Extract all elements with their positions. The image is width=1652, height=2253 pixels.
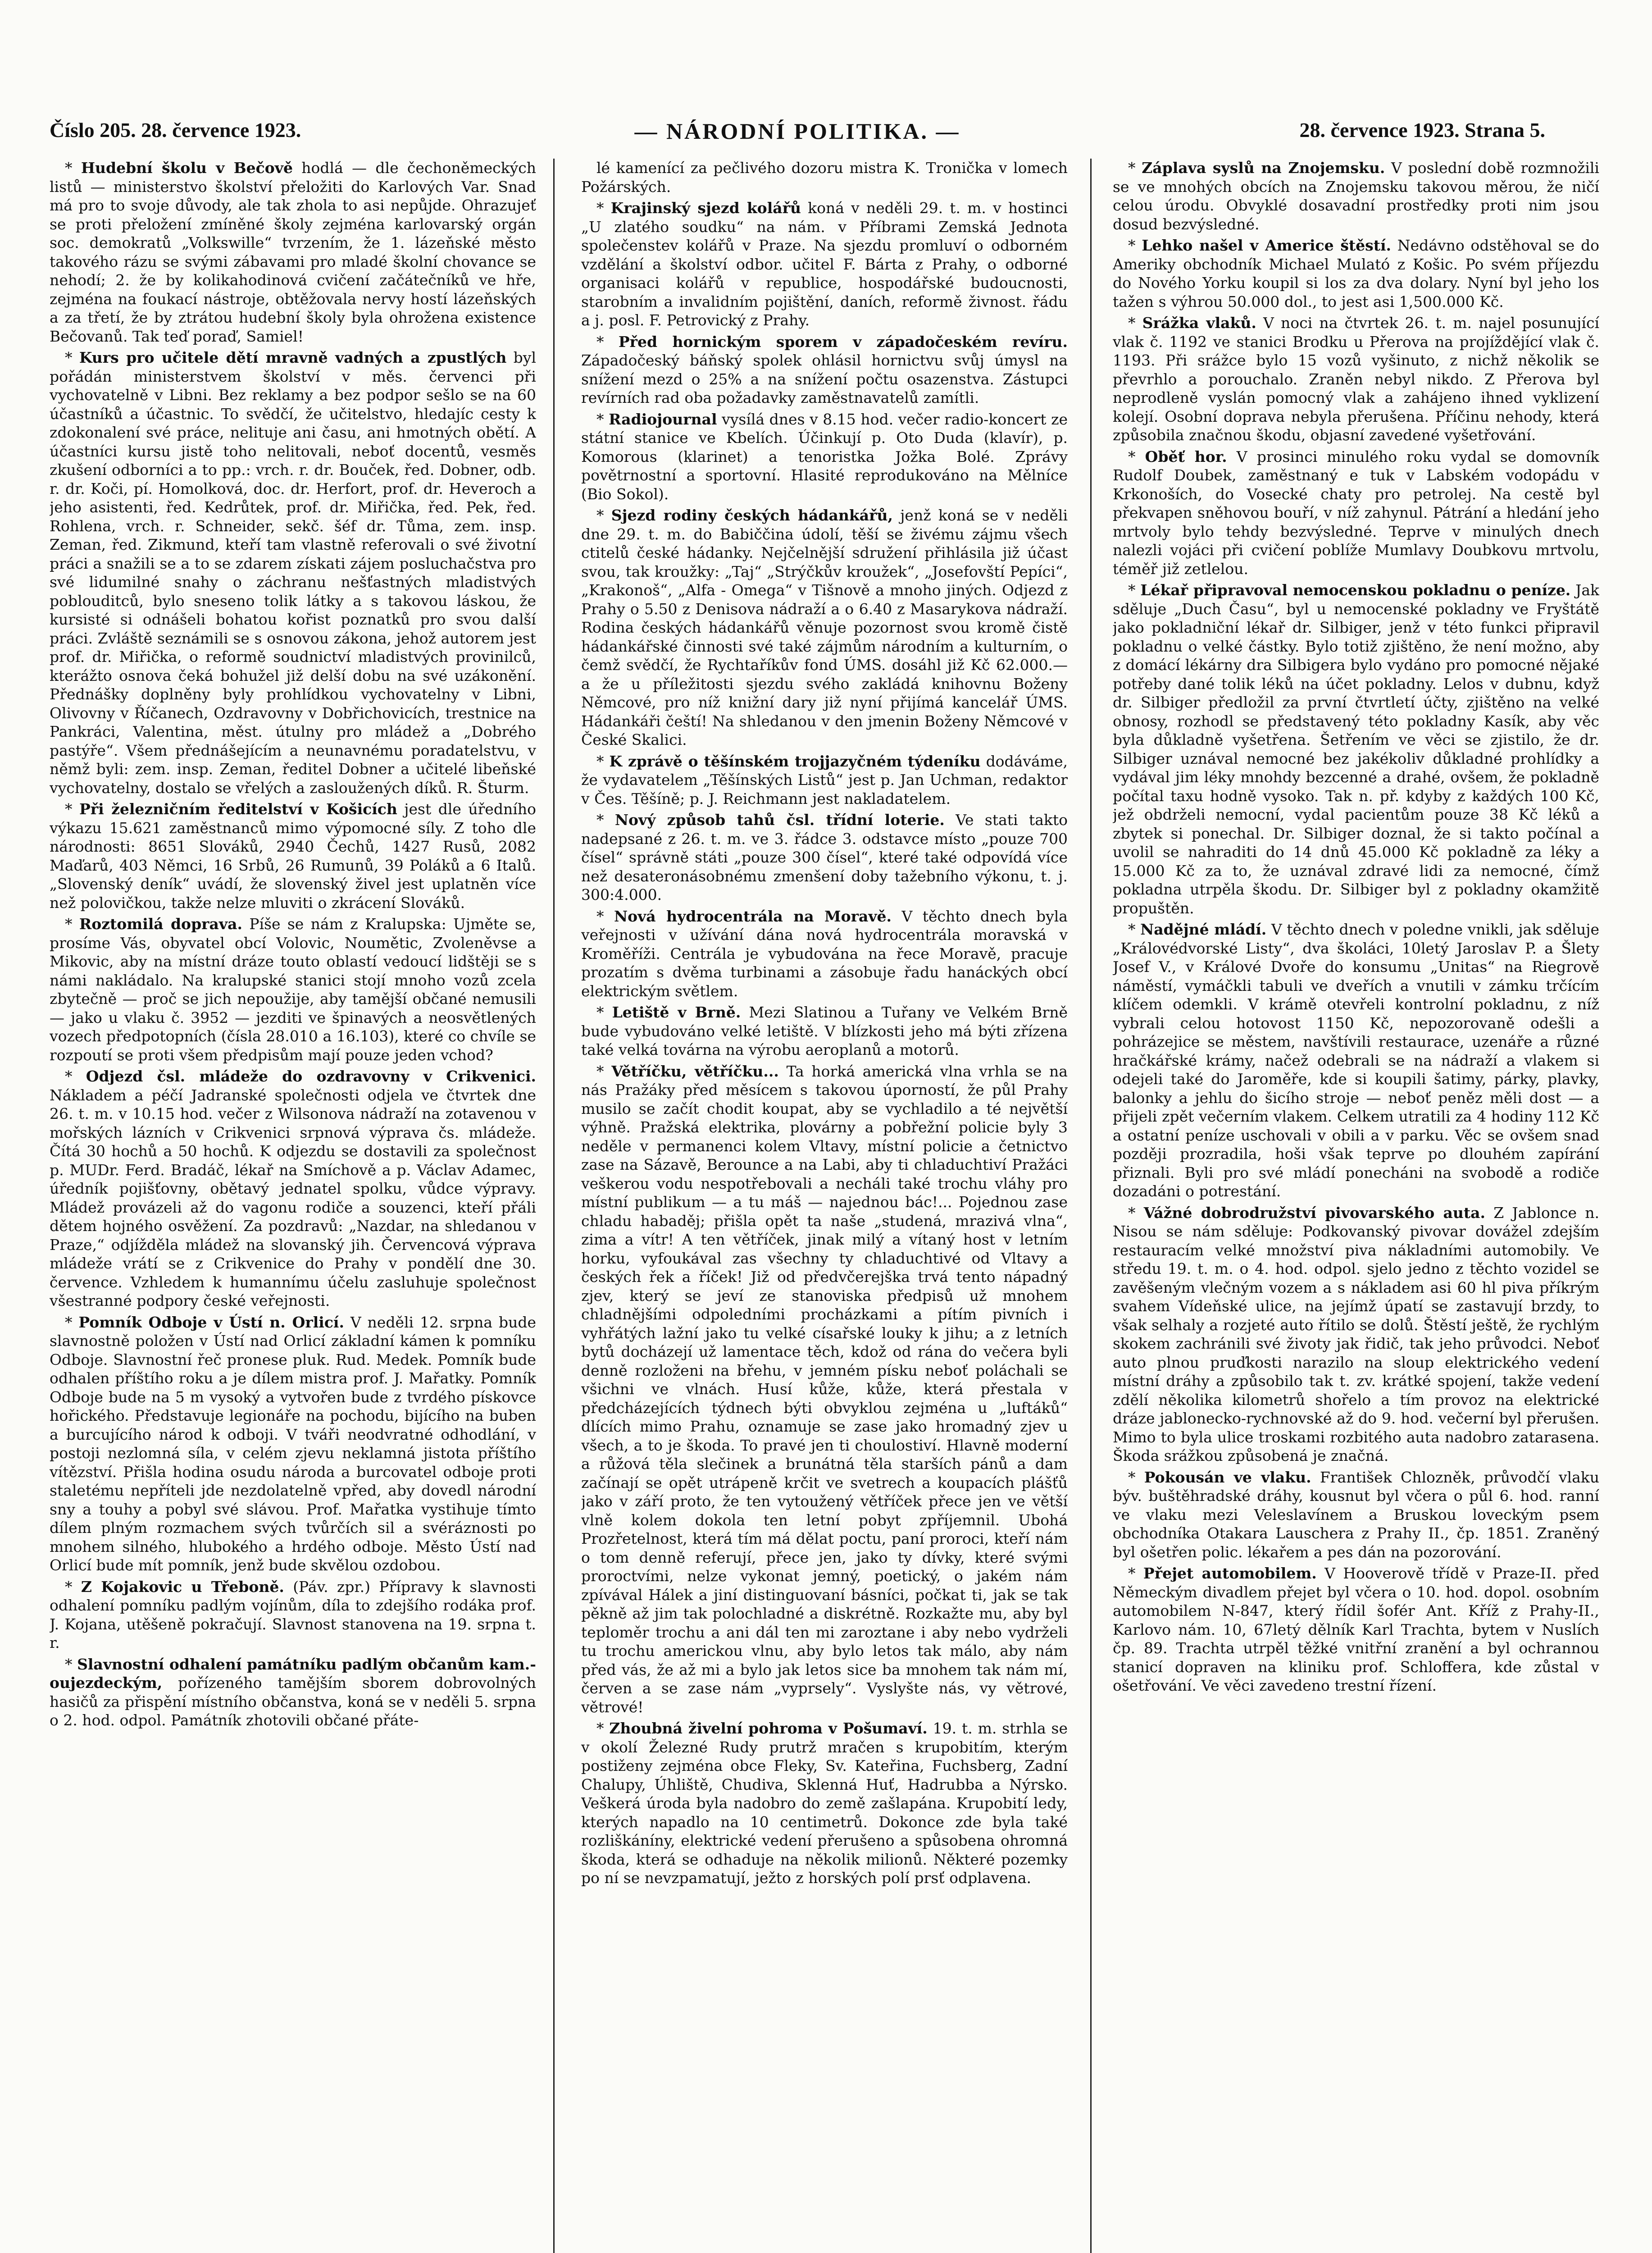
article-text: V poslední době rozmnožili se ve mnohých obcích na Znojemsku takovou měrou, že ničí celou úrodu. Obvyklé dosavadní prostředky proti nim jsou dosud bezvýsledné. [1113,159,1599,233]
article: * Větříčku, větříčku... Ta horká americká vlna vrhla se na nás Pražáky před měsícem s takovou úporností, že půl Prahy musilo se začít chodit koupat, aby se vychladilo a té největší výhně. Pražská elektrika, plovárny a pobřežní policie byly 3 neděle v permanenci kolem Vltavy, místní policie a četnictvo zase na Sázavě, Berounce a na Labi, aby ti chladuchtiví Pražáci veškerou vodu nespotřebovali a necháli také trochu vláhy pro místní publikum — a tu máš — najednou bác!... Pojednou zase chladu habaděj; přišla opět ta naše „studená, mrazivá vlna“, zima a vítr! A ten větříček, jinak milý a vítaný host v letním horku, vyfoukával zas všechny ty chladuchtivé od Vltavy a českých řek a říček! Již od předvčerejška trvá tento nápadný zjev, který se jeví ze stanoviska předpisů už mnohem chladnějšími odpoledními procházkami a pítím pivních i vyhřátých lažní jako tu velké císařské louky k jihu; a z letních bytů docházejí už lamentace těch, kdož od rána do večera byli denně rozloženi na břehu, v jemném písku neboť poláchali se všichni ve vlnách. Husí kůže, kůže, která přestala v předcházejících týdnech býti obvyklou zejména u „luftáků“ dlících mimo Prahu, oznamuje se zase jako hromadný zjev u všech, a to je škoda. To pravé jen ti choulostiví. Hlavně moderní a růžová těla slečinek a brunátná těla starších pánů a dam začínají se opět utrápeně krčit ve svetrech a koupacích plášťů jako v září proto, že ten vytoužený větříček přece jen ve větší vlně kolem dokola ten letní pobyt zpříjemnil. Ubohá Prozřetelnost, která tím má dělat poctu, paní proroci, kteří nám o tom denně referují, přece jen, jako ty dívky, které svými proroctvími, nelze vykonat jemný, poetický, o jakém nám zpívával Hálek a jiní distinguovaní básníci, počkat ti, jak se tak pěkně až jim tak polochladné a diskrétně. Rozkažte mu, aby byl teploměr trochu a ani dál ten mi zaroztane i aby nebo vydrželi tu trochu americkou vlnu, aby bylo letos tak málo, aby nám před vás, že až mi a bylo jak letos sice ba mnohem tak nám mí, červen a se zase nám „vyprsely“. Vyslyšte nás, vy větrové, větrové! [581,1062,1068,1716]
article-headline: Nová hydrocentrála na Moravě. [614,907,892,925]
article-headline: Odjezd čsl. mládeže do ozdravovny v Crikvenici. [86,1067,536,1085]
article: * Slavnostní odhalení památníku padlým občanům kam.-oujezdeckým, pořízeného tamějším sborem dobrovolných hasičů za přispění místního občanstva, koná se v neděli 5. srpna o 2. hod. odpol. Památník zhotovili občané přáte- [50,1655,536,1729]
article-text: dodáváme, že vydavatelem „Těšínských Listů“ jest p. Jan Uchman, redaktor v Čes. Těšíně; p. J. Reichmann jest nakladatelem. [581,752,1068,807]
article-text: hodlá — dle čechoněmeckých listů — ministerstvo školství přeložiti do Karlových Var. Snad má pro to svoje důvody, ale tak zhola to asi nepůjde. Ohrazujeť se proti přeložení zmíněné školy zejména karlovarský orgán soc. demokratů „Volkswille“ tvrzením, že 1. lázeňské město takového rázu se svými zábavami pro mladé školní chovance se nehodí; 2. že by kolikahodinová cvičení začátečníků ve hře, zejména na foukací nástroje, obtěžovala nervy hostí lázeňských a za třetí, že by ztrátou hudební školy byla ohrožena existence Bečovanů. Tak teď poraď, Samiel! [50,159,536,345]
article-text: 19. t. m. strhla se v okolí Železné Rudy prutrž mračen s krupobitím, kterým postiženy zejména obce Fleky, Sv. Kateřina, Fuchsberg, Zadní Chalupy, Úhliště, Chudiva, Sklenná Huť, Hadrubba a Nýrsko. Veškerá úroda byla nadobro do země zašlapána. Krupobití ledy, kterých napadlo na 10 centimetrů. Dokonce zde byla také rozliškáníny, elektrické vedení přerušeno a spůsobena ohromná škoda, která se odhaduje na několik milionů. Některé pozemky po ní se nevzpamatují, ježto z horských polí prsť odplavena. [581,1719,1068,1887]
article-text: V prosinci minulého roku vydal se domovník Rudolf Doubek, zaměstnaný e tuk v Labském vodopádu v Krkonoších, do Vosecké chaty pro petrolej. Na cestě byl překvapen sněhovou bouří, v níž zahynul. Pátrání a hledání jeho mrtvoly bylo tehdy bezvýsledné. Teprve v minulých dnech nalezli vojáci při cvičení poblíže Mumlavy Doubkovu mrtvolu, téměř již zetlelou. [1113,447,1599,578]
article: * Před hornickým sporem v západočeském revíru. Západočeský báňský spolek ohlásil hornictvu svůj úmysl na snížení mezd o 25% a na snížení počtu osazenstva. Zástupci revírních rad oba požadavky zaměstnavatelů zamítli. [581,333,1068,406]
column-divider [553,159,555,2253]
article-text: V těchto dnech v poledne vnikli, jak sděluje „Královédvorské Listy“, dva školáci, 10letý Jaroslav P. a Šlety Josef V., v Králové Dvoře do konsumu „Unitas“ na Riegrově náměstí, vymáčkli tabuli ve dveřích a vnutili v zámku trčícím klíčem odemkli. V krámě otevřeli kontrolní pokladnu, z níž vybrali celou hotovost 1150 Kč, nepozorovaně odešli a pohrázejice se městem, navštívili restaurace, uzenáře a různé hračkářské krámy, načež odebrali se na nádraží a vlakem si odejeli také do Jaroměře, kde si koupili šatimy, párky, plavky, balonky a jehlu do šicího stroje — neboť peněz měli dost — a přijeli zpět večerním vlakem. Celkem utratili za 4 hodiny 112 Kč a ostatní peníze uschovali v obili a v parku. Věc se ovšem snad později prozradila, hoši však teprve po dlouhém zapírání přiznali. Byli pro své mládí ponecháni na svobodě a rodiče dozadáni o potrestání. [1113,921,1599,1200]
article-text: (Páv. zpr.) Přípravy k slavnosti odhalení pomníku padlým vojínům, díla to zdejšího rodáka prof. J. Kojana, utěšeně pokračují. Slavnost stanovena na 19. srpna t. r. [50,1578,536,1651]
article: * Nový způsob tahů čsl. třídní loterie. Ve stati takto nadepsané z 26. t. m. ve 3. řádce 3. odstavce místo „pouze 700 čísel“ správně státi „pouze 300 čísel“, které také odpovídá více než desateronásobnému zmenšení doby tažebního výkonu, t. j. 300:4.000. [581,811,1068,903]
article-headline: Lékař připravoval nemocenskou pokladnu o peníze. [1140,581,1571,599]
article-text: Mezi Slatinou a Tuřany ve Velkém Brně bude vybudováno velké letiště. V blízkosti jeho má býti zřízena také velká továrna na výrobu aeroplanů a motorů. [581,1003,1068,1058]
article: * Z Kojakovic u Třeboně. (Páv. zpr.) Přípravy k slavnosti odhalení pomníku padlým vojínům, díla to zdejšího rodáka prof. J. Kojana, utěšeně pokračují. Slavnost stanovena na 19. srpna t. r. [50,1578,536,1651]
article: * Radiojournal vysílá dnes v 8.15 hod. večer radio-koncert ze státní stanice ve Kbelích. Účinkují p. Oto Duda (klavír), p. Komorous (klarinet) a tenoristka Jožka Bolé. Zprávy povětrnostní a sportovní. Hlasité reprodukováno na Mělníce (Bio Sokol). [581,410,1068,503]
article: * Zhoubná živelní pohroma v Pošumaví. 19. t. m. strhla se v okolí Železné Rudy prutrž mračen s krupobitím, kterým postiženy zejména obce Fleky, Sv. Kateřina, Fuchsberg, Zadní Chalupy, Úhliště, Chudiva, Sklenná Huť, Hadrubba a Nýrsko. Veškerá úroda byla nadobro do země zašlapána. Krupobití ledy, kterých napadlo na 10 centimetrů. Dokonce zde byla také rozliškáníny, elektrické vedení přerušeno a spůsobena ohromná škoda, která se odhaduje na několik milionů. Některé pozemky po ní se nevzpamatují, ježto z horských polí prsť odplavena. [581,1719,1068,1887]
article-text: Píše se nám z Kralupska: Ujměte se, prosíme Vás, obyvatel obcí Volovic, Noumětic, Zvoleněvse a Mikovic, aby na místní dráze touto oblastí vedoucí lidštěji se s námi nakládalo. Na kralupské stanici stojí mnoho vozů zcela zbytečně — proč se jich nepoužije, aby tamější občané nemusili — jako u vlaku č. 3952 — jezditi ve špinavých a neosvětlených vozech předpotopních (čísla 28.010 a 16.103), které co chvíle se rozpoutí se proti všem předpisům mají pouze jeden vchod? [50,915,536,1064]
article-text: koná v neděli 29. t. m. v hostinci „U zlatého soudku“ na nám. v Příbrami Zemská Jednota společenstev kolářů v Praze. Na sjezdu promluví o odborném vzdělání a školství odbor. učitel F. Bárta z Prahy, o odborné organisaci kolářů v republice, hospodářské budoucnosti, starobním a invalidním pojištění, daních, reformě živnost. řádu a j. posl. F. Petrovický z Prahy. [581,199,1068,329]
article-headline: Roztomilá doprava. [79,915,242,933]
article-text: Jak sděluje „Duch Času“, byl u nemocenské pokladny ve Fryštátě jako pokladniční lékař dr. Silbiger, jenž v této funkci připravil pokladnu o velké částky. Bylo totiž zjištěno, že není možno, aby z domácí lékárny dra Silbigera bylo vydáno pro pomocné nějaké potřeby dané tolik léků na účet pokladny. Lelos v dubnu, když dr. Silbiger předložil za první čtvrtletí účty, zjištěno na velké obnosy, rozhodl se představený této pokladny Kasík, aby věc byla důkladně vyšetřena. Šetřením ve věci se zjistilo, že dr. Silbiger uznával nemocné bez jakékoliv důkladné prohlídky a vydával jim léky mnohdy bezcenné a drahé, ovšem, že pokladně počítal taxu hodně vysoko. Tak n. př. kdyby z každých 100 Kč, jež obdrželi nemocní, vydal pacientům pouze 38 Kč léků a zbytek si ponechal. Dr. Silbiger doznal, že si takto počínal a uvolil se nahraditi do 14 dnů 45.000 Kč pokladně za léky a 15.000 Kč za to, že uznával zdravé lidi za nemocné, čímž pokladna utrpěla škodu. Dr. Silbiger byl z pokladny okamžitě propuštěn. [1113,581,1599,917]
article-text: Ta horká americká vlna vrhla se na nás Pražáky před měsícem s takovou úporností, že půl Prahy musilo se začít chodit koupat, aby se vychladilo a té největší výhně. Pražská elektrika, plovárny a pobřežní policie byly 3 neděle v permanenci kolem Vltavy, místní policie a četnictvo zase na Sázavě, Berounce a na Labi, aby ti chladuchtiví Pražáci veškerou vodu nespotřebovali a necháli také trochu vláhy pro místní publikum — a tu máš — najednou bác!... Pojednou zase chladu habaděj; přišla opět ta naše „studená, mrazivá vlna“, zima a vítr! A ten větříček, jinak milý a vítaný host v letním horku, vyfoukával zas všechny ty chladuchtivé od Vltavy a českých řek a říček! Již od předvčerejška trvá tento nápadný zjev, který se jeví ze stanoviska předpisů už mnohem chladnějšími odpoledními procházkami a pítím pivních i vyhřátých lažní jako tu velké císařské louky k jihu; a z letních bytů docházejí už lamentace těch, kdož od rána do večera byli denně rozloženi na břehu, v jemném písku neboť poláchali se všichni ve vlnách. Husí kůže, kůže, která přestala v předcházejících týdnech býti obvyklou zejména u „luftáků“ dlících mimo Prahu, oznamuje se zase jako hromadný zjev u všech, a to je škoda. To pravé jen ti choulostiví. Hlavně moderní a růžová těla slečinek a brunátná těla starších pánů a dam začínají se opět utrápeně krčit ve svetrech a koupacích plášťů jako v září proto, že ten vytoužený větříček přece jen ve větší vlně kolem dokola ten letní pobyt zpříjemnil. Ubohá Prozřetelnost, která tím má dělat poctu, paní proroci, kteří nám o tom denně referují, přece jen, jako ty dívky, které svými proroctvími, nelze vykonat jemný, poetický, o jakém nám zpívával Hálek a jiní distinguovaní básníci, počkat ti, jak se tak pěkně až jim tak polochladné a diskrétně. Rozkažte mu, aby byl teploměr trochu a ani dál ten mi zaroztane i aby nebo vydrželi tu trochu americkou vlnu, aby bylo letos tak málo, aby nám před vás, že až mi a bylo jak letos sice ba mnohem tak nám mí, červen a se zase nám „vyprsely“. Vyslyšte nás, vy větrové, větrové! [581,1062,1068,1716]
article: * Nadějné mládí. V těchto dnech v poledne vnikli, jak sděluje „Královédvorské Listy“, dva školáci, 10letý Jaroslav P. a Šlety Josef V., v Králové Dvoře do konsumu „Unitas“ na Riegrově náměstí, vymáčkli tabuli ve dveřích a vnutili v zámku trčícím klíčem odemkli. V krámě otevřeli kontrolní pokladnu, z níž vybrali celou hotovost 1150 Kč, nepozorovaně odešli a pohrázejice se městem, navštívili restaurace, uzenáře a různé hračkářské krámy, načež odebrali se na nádraží a vlakem si odejeli také do Jaroměře, kde si koupili šatimy, párky, plavky, balonky a jehlu do šicího stroje — neboť peněz měli dost — a přijeli zpět večerním vlakem. Celkem utratili za 4 hodiny 112 Kč a ostatní peníze uschovali v obili a v parku. Věc se ovšem snad později prozradila, hoši však teprve po dlouhém zapírání přiznali. Byli pro své mládí ponecháni na svobodě a rodiče dozadáni o potrestání. [1113,921,1599,1200]
article: * Roztomilá doprava. Píše se nám z Kralupska: Ujměte se, prosíme Vás, obyvatel obcí Volovic, Noumětic, Zvoleněvse a Mikovic, aby na místní dráze touto oblastí vedoucí lidštěji se s námi nakládalo. Na kralupské stanici stojí mnoho vozů zcela zbytečně — proč se jich nepoužije, aby tamější občané nemusili — jako u vlaku č. 3952 — jezditi ve špinavých a neosvětlených vozech předpotopních (čísla 28.010 a 16.103), které co chvíle se rozpoutí se proti všem předpisům mají pouze jeden vchod? [50,915,536,1064]
article: * Lékař připravoval nemocenskou pokladnu o peníze. Jak sděluje „Duch Času“, byl u nemocenské pokladny ve Fryštátě jako pokladniční lékař dr. Silbiger, jenž v této funkci připravil pokladnu o velké částky. Bylo totiž zjištěno, že není možno, aby z domácí lékárny dra Silbigera bylo vydáno pro pomocné nějaké potřeby dané tolik léků na účet pokladny. Lelos v dubnu, když dr. Silbiger předložil za první čtvrtletí účty, zjištěno na velké obnosy, rozhodl se představený této pokladny Kasík, aby věc byla důkladně vyšetřena. Šetřením ve věci se zjistilo, že dr. Silbiger uznával nemocné bez jakékoliv důkladné prohlídky a vydával jim léky mnohdy bezcenné a drahé, ovšem, že pokladně počítal taxu hodně vysoko. Tak n. př. kdyby z každých 100 Kč, jež obdrželi nemocní, vydal pacientům pouze 38 Kč léků a zbytek si ponechal. Dr. Silbiger doznal, že si takto počínal a uvolil se nahraditi do 14 dnů 45.000 Kč pokladně za léky a 15.000 Kč za to, že uznával zdravé lidi za nemocné, čímž pokladna utrpěla škodu. Dr. Silbiger byl z pokladny okamžitě propuštěn. [1113,581,1599,917]
article-headline: Srážka vlaků. [1142,314,1256,332]
article-headline: Vážné dobrodružství pivovarského auta. [1143,1204,1485,1222]
issue-number-date: Číslo 205. 28. července 1923. [50,119,301,141]
article-headline: Nadějné mládí. [1140,921,1267,938]
article: * Hudební školu v Bečově hodlá — dle čechoněmeckých listů — ministerstvo školství přeložiti do Karlových Var. Snad má pro to svoje důvody, ale tak zhola to asi nepůjde. Ohrazujeť se proti přeložení zmíněné školy zejména karlovarský orgán soc. demokratů „Volkswille“ tvrzením, že 1. lázeňské město takového rázu se svými zábavami pro mladé školní chovance se nehodí; 2. že by kolikahodinová cvičení začátečníků ve hře, zejména na foukací nástroje, obtěžovala nervy hostí lázeňských a za třetí, že by ztrátou hudební školy byla ohrožena existence Bečovanů. Tak teď poraď, Samiel! [50,159,536,345]
article: * Krajinský sjezd kolářů koná v neděli 29. t. m. v hostinci „U zlatého soudku“ na nám. v Příbrami Zemská Jednota společenstev kolářů v Praze. Na sjezdu promluví o odborném vzdělání a školství odbor. učitel F. Bárta z Prahy, o odborné organisaci kolářů v republice, hospodářské budoucnosti, starobním a invalidním pojištění, daních, reformě živnost. řádu a j. posl. F. Petrovický z Prahy. [581,199,1068,329]
article-text: pořízeného tamějším sborem dobrovolných hasičů za přispění místního občanstva, koná se v neděli 5. srpna o 2. hod. odpol. Památník zhotovili občané přáte- [50,1674,536,1729]
article-text: Západočeský báňský spolek ohlásil hornictvu svůj úmysl na snížení mezd o 25% a na snížení počtu osazenstva. Zástupci revírních rad oba požadavky zaměstnavatelů zamítli. [581,351,1068,406]
date-page-number: 28. července 1923. Strana 5. [1299,119,1545,141]
article: * Oběť hor. V prosinci minulého roku vydal se domovník Rudolf Doubek, zaměstnaný e tuk v Labském vodopádu v Krkonoších, do Vosecké chaty pro petrolej. Na cestě byl překvapen sněhovou bouří, v níž zahynul. Pátrání a hledání jeho mrtvoly bylo tehdy bezvýsledné. Teprve v minulých dnech nalezli vojáci při cvičení poblíže Mumlavy Doubkovu mrtvolu, téměř již zetlelou. [1113,447,1599,578]
article-text: Nedávno odstěhoval se do Ameriky obchodník Michael Mulató z Košic. Po svém příjezdu do Nového Yorku koupil si los za dva dolary. Nyní byl jeho los tažen s výhrou 50.000 dol., to jest asi 1,500.000 Kč. [1113,237,1599,310]
article-text: V těchto dnech byla veřejnosti v užívání dána nová hydrocentrála moravská v Kroměříži. Centrála je vybudována na řece Moravě, pracuje prozatím s dvěma turbinami a zásobuje řadu hanáckých obcí elektrickým světlem. [581,907,1068,1000]
article-headline: Z Kojakovic u Třeboně. [81,1578,284,1596]
article-text: lé kamenící za pečlivého dozoru mistra K. Tronička v lomech Požárských. [581,159,1068,196]
article-text: jest dle úředního výkazu 15.621 zaměstnanců mimo výpomocné síly. Z toho dle národnosti: 8651 Slováků, 2940 Čechů, 1427 Rusů, 2082 Maďarů, 403 Němci, 16 Srbů, 26 Rumunů, 39 Poláků a 6 Italů. „Slovenský deník“ uvádí, že slovenský živel jest uplatněn více než polovičkou, takže nelze mluviti o zkrácení Slováků. [50,800,536,912]
article-headline: Pomník Odboje v Ústí n. Orlicí. [78,1313,344,1331]
article-headline: Kurs pro učitele dětí mravně vadných a zpustlých [79,349,507,366]
article: * Odjezd čsl. mládeže do ozdravovny v Crikvenici. Nákladem a péčí Jadranské společnosti odjela ve čtvrtek dne 26. t. m. v 10.15 hod. večer z Wilsonova nádraží na zotavenou v mořských lázních v Crikvenici srpnová výprava čs. mládeže. Čítá 30 hochů a 50 hochů. K odjezdu se dostavili za společnost p. MUDr. Ferd. Bradáč, lékař na Smíchově a p. Václav Adamec, úředník pojišťovny, obětavý jednatel spolku, vůdce výpravy. Mládež provázeli až do vagonu rodiče a souzenci, kteří přáli dětem hojného osvěžení. Za pozdravů: „Nazdar, na shledanou v Praze,“ odjížděla mládež na slovanský jih. Červencová výprava mládeže vrátí se z Crikvenice do Prahy v pondělí dne 30. července. Vzhledem k humannímu účelu zasluhuje společnost všestranné podpory české veřejnosti. [50,1067,536,1309]
article-headline: K zprávě o těšínském trojjazyčném týdeníku [609,752,981,770]
article-headline: Letiště v Brně. [612,1003,741,1021]
article-headline: Záplava syslů na Znojemsku. [1142,159,1385,177]
article-headline: Před hornickým sporem v západočeském revíru. [618,333,1068,351]
column-divider [1090,159,1092,2253]
article-text: V Hooverově třídě v Praze-II. před Německým divadlem přejet byl včera o 10. hod. dopol. osobním automobilem N-847, který řídil šofér Ant. Kříž z Prahy-II., Karlovo nám. 10, 67letý dělník Karl Trachta, bytem v Nuslích čp. 89. Trachta utrpěl těžké vnitřní zranění a byl ochrannou stanicí dopraven na kliniku prof. Schloffera, kde zůstal v ošetřování. Ve věci zavedeno trestní řízení. [1113,1564,1599,1694]
article-text: Z Jablonce n. Nisou se nám sděluje: Podkovanský pivovar dovážel zdejším restauracím velké množství piva nákladními automobily. Ve středu 19. t. m. o 4. hod. odpol. sjelo jedno z těchto vozidel se zavěšeným vlečným vozem a s nákladem asi 60 hl piva příkrým svahem Vídeňské ulice, na jejímž úpatí se zastavují brzdy, to však selhaly a rozjeté auto řítilo se dolů. Štěstí ještě, že rychlým skokem zachránili své životy jak řidič, tak jeho průvodci. Neboť auto plnou pruďkosti narazilo na sloup elektrického vedení místní dráhy a způsobilo tak t. zv. krátké spojení, takže vedení zdělí několika kilometrů shořelo a tím provoz na elektrické dráze jablonecko-rychnovské až do 9. hod. večerní byl přerušen. Mimo to byla ulice troskami rozbitého auta nadobro zatarasena. Škoda srážkou způsobená je značná. [1113,1204,1599,1464]
article: * Nová hydrocentrála na Moravě. V těchto dnech byla veřejnosti v užívání dána nová hydrocentrála moravská v Kroměříži. Centrála je vybudována na řece Moravě, pracuje prozatím s dvěma turbinami a zásobuje řadu hanáckých obcí elektrickým světlem. [581,907,1068,1000]
article: * Při železničním ředitelství v Košicích jest dle úředního výkazu 15.621 zaměstnanců mimo výpomocné síly. Z toho dle národnosti: 8651 Slováků, 2940 Čechů, 1427 Rusů, 2082 Maďarů, 403 Němci, 16 Srbů, 26 Rumunů, 39 Poláků a 6 Italů. „Slovenský deník“ uvádí, že slovenský živel jest uplatněn více než polovičkou, takže nelze mluviti o zkrácení Slováků. [50,800,536,912]
column-3 [1113,159,1599,2253]
page-header [50,118,1545,150]
article-headline: Větříčku, větříčku... [611,1062,779,1080]
article-headline: Zhoubná živelní pohroma v Pošumaví. [609,1719,928,1737]
article-text: byl pořádán ministerstvem školství v měs. červenci při vychovatelně v Libni. Bez reklamy a bez podpor sešlo se na 60 účastníků a účastnic. To svědčí, že učitelstvo, hledajíc cesty k zdokonalení své práce, nelituje ani času, ani hmotných obětí. A účastníci kursu jistě toho nelitovali, neboť docentů, vesměs zkušení odborníci a to pp.: vrch. r. dr. Bouček, řed. Dobner, odb. r. dr. Koči, pí. Homolková, doc. dr. Herfort, prof. dr. Heveroch a jeho asistenti, řed. Kedrůtek, prof. dr. Miřička, řed. Pek, řed. Rohlena, vrch. r. Schneider, sekč. šéf dr. Tůma, zem. insp. Zeman, řed. Zikmund, kteří tam vlastně referovali o své životní práci a snažili se a to se zdarem získati zájem posluchačstva pro své lidumilné snahy o záchranu nešťastných mladistvých poblouditců, bylo sneseno tolik látky a s takovou láskou, že kursisté si odnášeli bohatou kořist poznatků pro svou další práci. Zvláště seznámili se s osnovou zákona, jehož autorem jest prof. dr. Miřička, o reformě soudnictví mladistvých provinilců, kterážto osnova čeká bohužel již delší dobu na své uzákonění. Přednášky doplněny byly prohlídkou vychovatelny v Libni, Olivovny v Říčanech, Ozdravovny v Dobřichovicích, trestnice na Pankráci, Valentina, měst. útulny pro mládež a „Dobrého pastýře“. Všem přednášejícím a neunavnému poradatelstvu, v němž byli: zem. insp. Zeman, ředitel Dobner a učitelé libeňské vychovatelny, dostalo se vřelých a zasloužených díků. R. Šturm. [50,349,536,797]
article-headline: Krajinský sjezd kolářů [610,199,801,217]
column-1 [50,159,536,2253]
article-headline: Lehko našel v Americe štěstí. [1142,237,1391,254]
article-headline: Sjezd rodiny českých hádankářů, [611,506,893,524]
article: * Letiště v Brně. Mezi Slatinou a Tuřany ve Velkém Brně bude vybudováno velké letiště. V blízkosti jeho má býti zřízena také velká továrna na výrobu aeroplanů a motorů. [581,1003,1068,1058]
article-headline: Přejet automobilem. [1143,1564,1317,1582]
article-headline: Pokousán ve vlaku. [1144,1468,1311,1486]
article-text: Ve stati takto nadepsané z 26. t. m. ve 3. řádce 3. odstavce místo „pouze 700 čísel“ správně státi „pouze 300 čísel“, které také odpovídá více než desateronásobnému zmenšení doby tažebního výkonu, t. j. 300:4.000. [581,811,1068,903]
article: * Lehko našel v Americe štěstí. Nedávno odstěhoval se do Ameriky obchodník Michael Mulató z Košic. Po svém příjezdu do Nového Yorku koupil si los za dva dolary. Nyní byl jeho los tažen s výhrou 50.000 dol., to jest asi 1,500.000 Kč. [1113,237,1599,310]
column-2 [581,159,1068,2253]
article-headline: Radiojournal [609,410,717,428]
article-headline: Při železničním ředitelství v Košicích [79,800,397,818]
article: * Vážné dobrodružství pivovarského auta. Z Jablonce n. Nisou se nám sděluje: Podkovanský pivovar dovážel zdejším restauracím velké množství piva nákladními automobily. Ve středu 19. t. m. o 4. hod. odpol. sjelo jedno z těchto vozidel se zavěšeným vlečným vozem a s nákladem asi 60 hl piva příkrým svahem Vídeňské ulice, na jejímž úpatí se zastavují brzdy, to však selhaly a rozjeté auto řítilo se dolů. Štěstí ještě, že rychlým skokem zachránili své životy jak řidič, tak jeho průvodci. Neboť auto plnou pruďkosti narazilo na sloup elektrického vedení místní dráhy a způsobilo tak t. zv. krátké spojení, takže vedení zdělí několika kilometrů shořelo a tím provoz na elektrické dráze jablonecko-rychnovské až do 9. hod. večerní byl přerušen. Mimo to byla ulice troskami rozbitého auta nadobro zatarasena. Škoda srážkou způsobená je značná. [1113,1204,1599,1464]
article-text: Nákladem a péčí Jadranské společnosti odjela ve čtvrtek dne 26. t. m. v 10.15 hod. večer z Wilsonova nádraží na zotavenou v mořských lázních v Crikvenici srpnová výprava čs. mládeže. Čítá 30 hochů a 50 hochů. K odjezdu se dostavili za společnost p. MUDr. Ferd. Bradáč, lékař na Smíchově a p. Václav Adamec, úředník pojišťovny, obětavý jednatel spolku, vůdce výpravy. Mládež provázeli až do vagonu rodiče a souzenci, kteří přáli dětem hojného osvěžení. Za pozdravů: „Nazdar, na shledanou v Praze,“ odjížděla mládež na slovanský jih. Červencová výprava mládeže vrátí se z Crikvenice do Prahy v pondělí dne 30. července. Vzhledem k humannímu účelu zasluhuje společnost všestranné podpory české veřejnosti. [50,1086,536,1309]
article-text: vysílá dnes v 8.15 hod. večer radio-koncert ze státní stanice ve Kbelích. Účinkují p. Oto Duda (klavír), p. Komorous (klarinet) a tenoristka Jožka Bolé. Zprávy povětrnostní a sportovní. Hlasité reprodukováno na Mělníce (Bio Sokol). [581,410,1068,503]
article: * Záplava syslů na Znojemsku. V poslední době rozmnožili se ve mnohých obcích na Znojemsku takovou měrou, že ničí celou úrodu. Obvyklé dosavadní prostředky proti nim jsou dosud bezvýsledné. [1113,159,1599,233]
article-text: V neděli 12. srpna bude slavnostně položen v Ústí nad Orlicí základní kámen k pomníku Odboje. Slavnostní řeč pronese pluk. Rud. Medek. Pomník bude odhalen příštího roku a je dílem mistra prof. J. Mařatky. Pomník Odboje bude na 5 m vysoký a vytvořen bude z tvrdého pískovce hořického. Představuje legionáře na pochodu, bijícího na buben a burcujícího národ k odboji. V tváři neodvratné odhodlání, v postoji nezlomná síla, v celém zjevu neklamná jistota příštího vítězství. Přišla hodina osudu národa a burcovatel odboje proti staletému nepříteli jde nezdolatelně vpřed, aby dovedl národní sny a touhy a pobyl své slávou. Prof. Mařatka vystihuje tímto dílem plným rozmachem svých tvůrčích sil a svéráznosti po mnohem silného, hlubokého a hrdého odboje. Město Ústí nad Orlicí bude mít pomník, jenž bude skvělou ozdobou. [50,1313,536,1574]
article-headline: Oběť hor. [1145,447,1227,465]
article: * Kurs pro učitele dětí mravně vadných a zpustlých byl pořádán ministerstvem školství v měs. červenci při vychovatelně v Libni. Bez reklamy a bez podpor sešlo se na 60 účastníků a účastnic. To svědčí, že učitelstvo, hledajíc cesty k zdokonalení své práce, nelituje ani času, ani hmotných obětí. A účastníci kursu jistě toho nelitovali, neboť docentů, vesměs zkušení odborníci a to pp.: vrch. r. dr. Bouček, řed. Dobner, odb. r. dr. Koči, pí. Homolková, doc. dr. Herfort, prof. dr. Heveroch a jeho asistenti, řed. Kedrůtek, prof. dr. Miřička, řed. Pek, řed. Rohlena, vrch. r. Schneider, sekč. šéf dr. Tůma, zem. insp. Zeman, řed. Zikmund, kteří tam vlastně referovali o své životní práci a snažili se a to se zdarem získati zájem posluchačstva pro své lidumilné snahy o záchranu nešťastných mladistvých poblouditců, bylo sneseno tolik látky a s takovou láskou, že kursisté si odnášeli bohatou kořist poznatků pro svou další práci. Zvláště seznámili se s osnovou zákona, jehož autorem jest prof. dr. Miřička, o reformě soudnictví mladistvých provinilců, kterážto osnova čeká bohužel již delší dobu na své uzákonění. Přednášky doplněny byly prohlídkou vychovatelny v Libni, Olivovny v Říčanech, Ozdravovny v Dobřichovicích, trestnice na Pankráci, Valentina, měst. útulny pro mládež a „Dobrého pastýře“. Všem přednášejícím a neunavnému poradatelstvu, v němž byli: zem. insp. Zeman, ředitel Dobner a učitelé libeňské vychovatelny, dostalo se vřelých a zasloužených díků. R. Šturm. [50,349,536,797]
newspaper-title: — NÁRODNÍ POLITIKA. — [634,119,960,144]
article: * Pomník Odboje v Ústí n. Orlicí. V neděli 12. srpna bude slavnostně položen v Ústí nad Orlicí základní kámen k pomníku Odboje. Slavnostní řeč pronese pluk. Rud. Medek. Pomník bude odhalen příštího roku a je dílem mistra prof. J. Mařatky. Pomník Odboje bude na 5 m vysoký a vytvořen bude z tvrdého pískovce hořického. Představuje legionáře na pochodu, bijícího na buben a burcujícího národ k odboji. V tváři neodvratné odhodlání, v postoji nezlomná síla, v celém zjevu neklamná jistota příštího vítězství. Přišla hodina osudu národa a burcovatel odboje proti staletému nepříteli jde nezdolatelně vpřed, aby dovedl národní sny a touhy a pobyl své slávou. Prof. Mařatka vystihuje tímto dílem plným rozmachem svých tvůrčích sil a svéráznosti po mnohem silného, hlubokého a hrdého odboje. Město Ústí nad Orlicí bude mít pomník, jenž bude skvělou ozdobou. [50,1313,536,1574]
article-headline: Hudební školu v Bečově [81,159,293,177]
article: * Přejet automobilem. V Hooverově třídě v Praze-II. před Německým divadlem přejet byl včera o 10. hod. dopol. osobním automobilem N-847, který řídil šofér Ant. Kříž z Prahy-II., Karlovo nám. 10, 67letý dělník Karl Trachta, bytem v Nuslích čp. 89. Trachta utrpěl těžké vnitřní zranění a byl ochrannou stanicí dopraven na kliniku prof. Schloffera, kde zůstal v ošetřování. Ve věci zavedeno trestní řízení. [1113,1564,1599,1694]
article-text: jenž koná se v neděli dne 29. t. m. do Babiččina údolí, těší se živému zájmu všech ctitelů české hádanky. Nejčelnější sdružení přihlásila již účast svou, tak kroužky: „Taj“ „Strýčkův kroužek“, „Josefovští Pepíci“, „Krakonoš“, „Alfa - Omega“ v Tišnově a mnoho jiných. Odjezd z Prahy o 5.50 z Denisova nádraží a o 6.40 z Masarykova nádraží. Rodina českých hádankářů věnuje pozornost svou kromě čistě hádankářské činnosti své také zájmům národním a kulturním, o čemž svědčí, že Rychtaříkův fond ÚMS. dosáhl již Kč 62.000.— a že u příležitosti sjezdu svého zakládá knihovnu Boženy Němcové, pro níž knižní dary již nyní přijímá kancelář ÚMS. Hádankáři čeští! Na shledanou v den jmenin Boženy Němcové v České Skalici. [581,506,1068,748]
article-text: František Chlozněk, průvodčí vlaku býv. buštěhradské dráhy, kousnut byl včera o půl 6. hod. ranní ve vlaku mezi Veleslavínem a Bruskou loveckým psem obchodníka Otakara Lauschera z Prahy II., čp. 1851. Zraněný byl ošetřen polic. lékařem a pes dán na pozorování. [1113,1468,1599,1561]
article [581,159,1068,196]
article: * Srážka vlaků. V noci na čtvrtek 26. t. m. najel posunující vlak č. 1192 ve stanici Brodku u Přerova na projíždějící vlak č. 1193. Při srážce bylo 15 vozů vyšinuto, z nichž několik se převrhlo a porouchalo. Zraněn nebyl nikdo. Z Přerova byl neprodleně vyslán pomocný vlak a zahájeno ihned vyklizení kolejí. Osobní doprava nebyla přerušena. Příčinu nehody, která způsobila značnou škodu, objasní zavedené vyšetřování. [1113,314,1599,444]
article: * K zprávě o těšínském trojjazyčném týdeníku dodáváme, že vydavatelem „Těšínských Listů“ jest p. Jan Uchman, redaktor v Čes. Těšíně; p. J. Reichmann jest nakladatelem. [581,752,1068,807]
article: * Pokousán ve vlaku. František Chlozněk, průvodčí vlaku býv. buštěhradské dráhy, kousnut byl včera o půl 6. hod. ranní ve vlaku mezi Veleslavínem a Bruskou loveckým psem obchodníka Otakara Lauschera z Prahy II., čp. 1851. Zraněný byl ošetřen polic. lékařem a pes dán na pozorování. [1113,1468,1599,1561]
article: * Sjezd rodiny českých hádankářů, jenž koná se v neděli dne 29. t. m. do Babiččina údolí, těší se živému zájmu všech ctitelů české hádanky. Nejčelnější sdružení přihlásila již účast svou, tak kroužky: „Taj“ „Strýčkův kroužek“, „Josefovští Pepíci“, „Krakonoš“, „Alfa - Omega“ v Tišnově a mnoho jiných. Odjezd z Prahy o 5.50 z Denisova nádraží a o 6.40 z Masarykova nádraží. Rodina českých hádankářů věnuje pozornost svou kromě čistě hádankářské činnosti své také zájmům národním a kulturním, o čemž svědčí, že Rychtaříkův fond ÚMS. dosáhl již Kč 62.000.— a že u příležitosti sjezdu svého zakládá knihovnu Boženy Němcové, pro níž knižní dary již nyní přijímá kancelář ÚMS. Hádankáři čeští! Na shledanou v den jmenin Boženy Němcové v České Skalici. [581,506,1068,748]
article-text: V noci na čtvrtek 26. t. m. najel posunující vlak č. 1192 ve stanici Brodku u Přerova na projíždějící vlak č. 1193. Při srážce bylo 15 vozů vyšinuto, z nichž několik se převrhlo a porouchalo. Zraněn nebyl nikdo. Z Přerova byl neprodleně vyslán pomocný vlak a zahájeno ihned vyklizení kolejí. Osobní doprava nebyla přerušena. Příčinu nehody, která způsobila značnou škodu, objasní zavedené vyšetřování. [1113,314,1599,444]
article-headline: Slavnostní odhalení památníku padlým občanům kam.-oujezdeckým, [50,1655,536,1692]
article-headline: Nový způsob tahů čsl. třídní loterie. [614,811,945,829]
